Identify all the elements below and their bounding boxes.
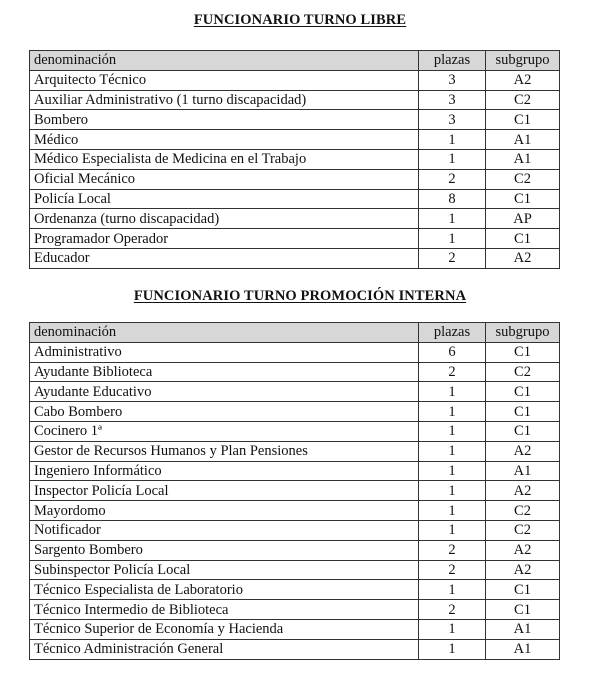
cell-plazas: 1 (419, 461, 486, 481)
cell-denominacion: Técnico Intermedio de Biblioteca (30, 600, 419, 620)
cell-denominacion: Ordenanza (turno discapacidad) (30, 209, 419, 229)
table-row (30, 382, 560, 402)
cell-denominacion: Sargento Bombero (30, 540, 419, 560)
table-row (30, 362, 560, 382)
cell-plazas: 1 (419, 501, 486, 521)
cell-subgrupo: A2 (486, 70, 560, 90)
table-row (30, 481, 560, 501)
cell-subgrupo: C1 (486, 189, 560, 209)
table-row (30, 149, 560, 169)
header-subgrupo: subgrupo (486, 51, 560, 71)
table-row (30, 90, 560, 110)
cell-denominacion: Notificador (30, 520, 419, 540)
cell-denominacion: Cocinero 1ª (30, 421, 419, 441)
table-row (30, 639, 560, 659)
cell-plazas: 1 (419, 520, 486, 540)
cell-plazas: 1 (419, 130, 486, 150)
table-row (30, 540, 560, 560)
cell-denominacion: Mayordomo (30, 501, 419, 521)
cell-subgrupo: C1 (486, 421, 560, 441)
table-row (30, 169, 560, 189)
cell-plazas: 1 (419, 619, 486, 639)
section-title-promocion-interna: FUNCIONARIO TURNO PROMOCIÓN INTERNA (133, 288, 467, 304)
cell-plazas: 2 (419, 362, 486, 382)
cell-plazas: 3 (419, 90, 486, 110)
table-row (30, 600, 560, 620)
cell-subgrupo: C1 (486, 580, 560, 600)
header-denominacion: denominación (30, 51, 419, 71)
header-denominacion: denominación (30, 323, 419, 343)
cell-plazas: 1 (419, 229, 486, 249)
cell-denominacion: Policía Local (30, 189, 419, 209)
cell-plazas: 1 (419, 402, 486, 422)
cell-plazas: 1 (419, 209, 486, 229)
table-row (30, 580, 560, 600)
cell-subgrupo: C1 (486, 342, 560, 362)
cell-plazas: 1 (419, 481, 486, 501)
cell-subgrupo: A2 (486, 248, 560, 268)
cell-plazas: 2 (419, 560, 486, 580)
table-body (30, 70, 560, 268)
cell-denominacion: Técnico Especialista de Laboratorio (30, 580, 419, 600)
cell-denominacion: Técnico Administración General (30, 639, 419, 659)
table-header-row (30, 51, 560, 71)
table-row (30, 209, 560, 229)
table-row (30, 248, 560, 268)
table-row (30, 560, 560, 580)
table-row (30, 619, 560, 639)
cell-denominacion: Programador Operador (30, 229, 419, 249)
table-body (30, 342, 560, 659)
cell-denominacion: Gestor de Recursos Humanos y Plan Pensiones (30, 441, 419, 461)
cell-denominacion: Técnico Superior de Economía y Hacienda (30, 619, 419, 639)
cell-plazas: 3 (419, 110, 486, 130)
cell-plazas: 1 (419, 382, 486, 402)
section-title-turno-libre: FUNCIONARIO TURNO LIBRE (193, 12, 407, 28)
table-row (30, 342, 560, 362)
cell-denominacion: Ingeniero Informático (30, 461, 419, 481)
table-row (30, 70, 560, 90)
cell-denominacion: Inspector Policía Local (30, 481, 419, 501)
cell-subgrupo: C1 (486, 110, 560, 130)
cell-subgrupo: C1 (486, 229, 560, 249)
header-plazas: plazas (419, 51, 486, 71)
cell-denominacion: Subinspector Policía Local (30, 560, 419, 580)
table-row (30, 189, 560, 209)
cell-plazas: 1 (419, 421, 486, 441)
cell-denominacion: Arquitecto Técnico (30, 70, 419, 90)
cell-denominacion: Administrativo (30, 342, 419, 362)
cell-denominacion: Médico (30, 130, 419, 150)
cell-denominacion: Ayudante Biblioteca (30, 362, 419, 382)
table-row (30, 441, 560, 461)
table-turno-libre (29, 50, 560, 269)
cell-denominacion: Ayudante Educativo (30, 382, 419, 402)
cell-subgrupo: C2 (486, 90, 560, 110)
cell-denominacion: Cabo Bombero (30, 402, 419, 422)
cell-plazas: 2 (419, 248, 486, 268)
table-row (30, 461, 560, 481)
cell-subgrupo: A2 (486, 481, 560, 501)
cell-subgrupo: A2 (486, 540, 560, 560)
cell-denominacion: Médico Especialista de Medicina en el Trabajo (30, 149, 419, 169)
cell-denominacion: Auxiliar Administrativo (1 turno discapacidad) (30, 90, 419, 110)
cell-plazas: 1 (419, 149, 486, 169)
cell-subgrupo: C2 (486, 520, 560, 540)
table-row (30, 520, 560, 540)
header-subgrupo: subgrupo (486, 323, 560, 343)
cell-denominacion: Oficial Mecánico (30, 169, 419, 189)
cell-subgrupo: C2 (486, 169, 560, 189)
cell-subgrupo: A1 (486, 619, 560, 639)
cell-plazas: 8 (419, 189, 486, 209)
cell-subgrupo: C1 (486, 402, 560, 422)
cell-subgrupo: C2 (486, 362, 560, 382)
cell-plazas: 1 (419, 580, 486, 600)
cell-plazas: 1 (419, 441, 486, 461)
cell-plazas: 2 (419, 600, 486, 620)
header-plazas: plazas (419, 323, 486, 343)
cell-plazas: 3 (419, 70, 486, 90)
table-header-row (30, 323, 560, 343)
cell-subgrupo: C1 (486, 382, 560, 402)
cell-plazas: 1 (419, 639, 486, 659)
table-row (30, 130, 560, 150)
cell-plazas: 2 (419, 540, 486, 560)
table-row (30, 421, 560, 441)
cell-denominacion: Educador (30, 248, 419, 268)
cell-plazas: 6 (419, 342, 486, 362)
cell-plazas: 2 (419, 169, 486, 189)
cell-subgrupo: A2 (486, 560, 560, 580)
cell-subgrupo: A1 (486, 130, 560, 150)
cell-subgrupo: AP (486, 209, 560, 229)
cell-denominacion: Bombero (30, 110, 419, 130)
table-row (30, 501, 560, 521)
cell-subgrupo: C2 (486, 501, 560, 521)
table-row (30, 110, 560, 130)
table-promocion-interna (29, 322, 560, 660)
table-row (30, 402, 560, 422)
cell-subgrupo: A1 (486, 149, 560, 169)
table-row (30, 229, 560, 249)
cell-subgrupo: A2 (486, 441, 560, 461)
cell-subgrupo: C1 (486, 600, 560, 620)
cell-subgrupo: A1 (486, 461, 560, 481)
cell-subgrupo: A1 (486, 639, 560, 659)
